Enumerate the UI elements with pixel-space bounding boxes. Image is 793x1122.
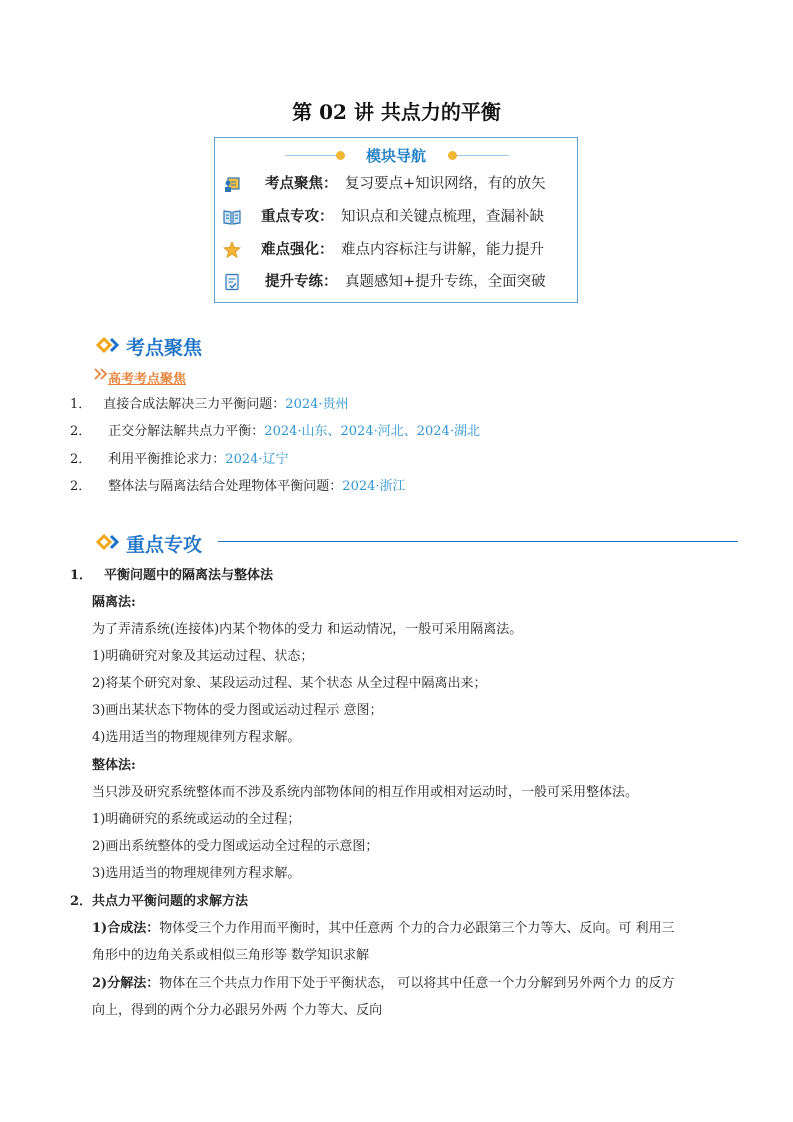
whole-step: 1)明确研究的系统或运动的全过程； — [92, 812, 301, 827]
point-1-heading — [70, 566, 273, 586]
open-book-icon — [223, 208, 241, 226]
nav-item-key-points-desc: 知识点和关键点梳理，查漏补缺 — [341, 209, 544, 225]
list-item-refs: 2024·浙江 — [342, 479, 406, 494]
point-2-heading — [70, 892, 248, 912]
section-focus-title: 考点聚焦 — [126, 337, 203, 359]
method-decomposition-continued: 向上，得到的两个分力必跟另外两 个力等大、反向 — [92, 1003, 383, 1018]
list-item — [70, 450, 289, 470]
teacher-board-icon — [223, 175, 241, 193]
list-item-refs: 2024·山东、2024·河北、2024·湖北 — [264, 424, 480, 439]
list-item-text: 整体法与隔离法结合处理物体平衡问题： — [108, 479, 343, 494]
list-item-text: 正交分解法解共点力平衡： — [108, 424, 265, 439]
list-item-number: 1． — [70, 397, 92, 412]
point-2-title: 共点力平衡问题的求解方法 — [92, 894, 249, 909]
list-item-refs: 2024·辽宁 — [225, 452, 289, 467]
nav-item-key-points-label: 重点专攻： — [261, 208, 334, 225]
method-synthesis — [92, 919, 674, 939]
nav-item-difficulty-label: 难点强化： — [261, 241, 334, 258]
star-icon — [223, 241, 241, 259]
point-1-number: 1． — [70, 568, 93, 583]
method-decomposition-text: 物体在三个共点力作用下处于平衡状态， 可以将其中任意一个力分解到另外两个力 的反方 — [159, 976, 675, 991]
method-synthesis-continued: 角形中的边角关系或相似三角形等 数学知识求解 — [92, 948, 370, 963]
checklist-icon — [223, 273, 241, 291]
list-item — [70, 477, 406, 497]
isolation-step: 1)明确研究对象及其运动过程、状态； — [92, 649, 314, 664]
nav-item-practice-desc: 真题感知+提升专练，全面突破 — [345, 274, 546, 290]
diamond-arrow-icon — [96, 335, 122, 355]
module-nav-box — [214, 137, 578, 303]
module-nav-title: 模块导航 — [365, 147, 426, 165]
isolation-step: 3)画出某状态下物体的受力图或运动过程示 意图； — [92, 703, 383, 718]
section-focus-subtitle: 高考考点聚焦 — [108, 372, 187, 387]
list-item-number: 2． — [70, 424, 92, 439]
point-1-title: 平衡问题中的隔离法与整体法 — [104, 568, 274, 583]
method-synthesis-label: 1)合成法： — [92, 921, 160, 936]
isolation-step: 2)将某个研究对象、某段运动过程、某个状态 从全过程中隔离出来； — [92, 676, 487, 691]
whole-intro: 当只涉及研究系统整体而不涉及系统内部物体间的相互作用或相对运动时，一般可采用整体法。 — [92, 785, 639, 800]
point-2-number: 2． — [70, 894, 93, 909]
method-decomposition-label: 2)分解法： — [92, 976, 160, 991]
whole-step: 2)画出系统整体的受力图或运动全过程的示意图； — [92, 839, 379, 854]
section-divider — [218, 541, 738, 542]
nav-item-focus-label: 考点聚焦： — [265, 175, 338, 192]
isolation-heading: 隔离法: — [92, 595, 136, 610]
nav-item-difficulty-desc: 难点内容标注与讲解，能力提升 — [341, 242, 544, 258]
double-chevron-icon — [94, 368, 108, 380]
list-item-text: 直接合成法解决三力平衡问题： — [103, 397, 286, 412]
method-decomposition — [92, 974, 674, 994]
nav-header-line-right — [457, 155, 509, 156]
list-item-number: 2． — [70, 452, 92, 467]
method-synthesis-text: 物体受三个力作用而平衡时，其中任意两 个力的合力必跟第三个力等大、反向。可 利用三 — [159, 921, 675, 936]
list-item-refs: 2024·贵州 — [285, 397, 349, 412]
module-nav-header — [215, 145, 577, 165]
isolation-step: 4)选用适当的物理规律列方程求解。 — [92, 730, 301, 745]
page-title: 第 02 讲 共点力的平衡 — [292, 100, 501, 124]
list-item — [70, 422, 480, 442]
nav-item-practice-label: 提升专练： — [265, 273, 338, 290]
nav-header-dot-right — [448, 151, 457, 160]
isolation-intro: 为了弄清系统(连接体)内某个物体的受力 和运动情况，一般可采用隔离法。 — [92, 622, 523, 637]
nav-item-focus-desc: 复习要点+知识网络，有的放矢 — [345, 176, 546, 192]
whole-heading: 整体法: — [92, 758, 136, 773]
whole-step: 3)选用适当的物理规律列方程求解。 — [92, 866, 301, 881]
list-item — [70, 395, 349, 415]
diamond-arrow-icon — [96, 532, 122, 552]
list-item-text: 利用平衡推论求力： — [108, 452, 226, 467]
section-key-points-title: 重点专攻 — [126, 534, 203, 556]
list-item-number: 2． — [70, 479, 92, 494]
